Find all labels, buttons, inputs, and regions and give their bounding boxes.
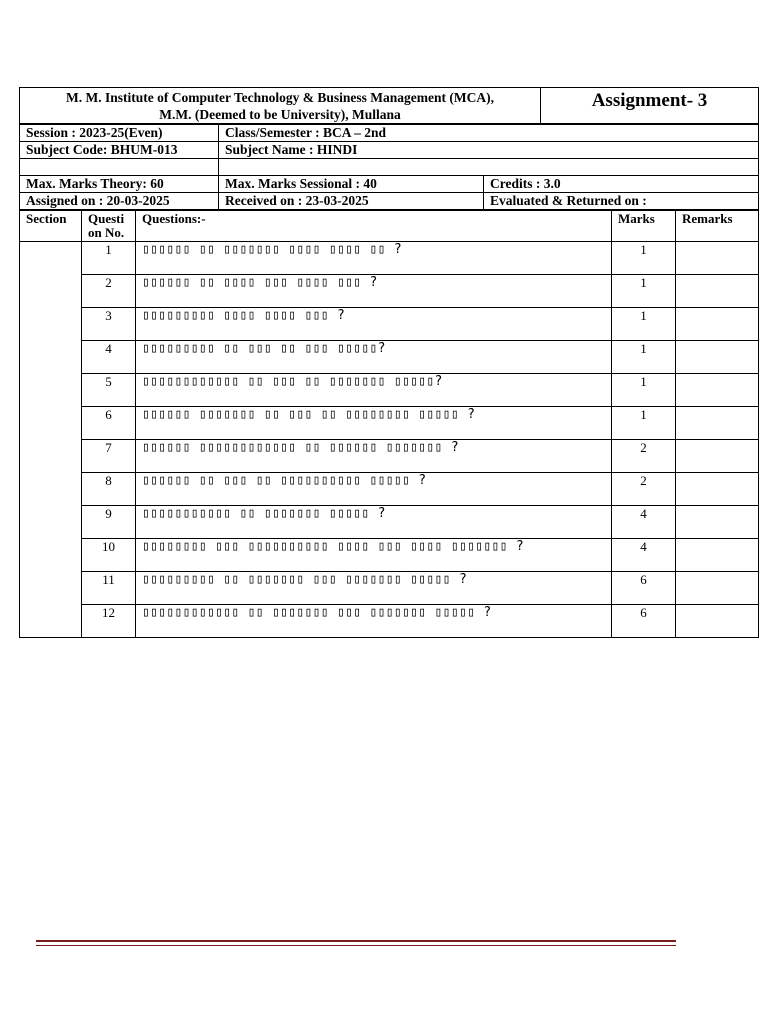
table-row (20, 407, 759, 440)
table-row (20, 275, 759, 308)
subject-code: Subject Code: BHUM-013 (20, 142, 219, 159)
received-on: Received on : 23-03-2025 (219, 193, 484, 210)
table-row (20, 572, 759, 605)
col-section: Section (20, 211, 82, 242)
table-row (20, 242, 759, 275)
table-row (20, 473, 759, 506)
question-number: 10 (82, 539, 136, 572)
question-marks: 1 (612, 242, 676, 275)
institute-line-2: M.M. (Deemed to be University), Mullana (159, 107, 401, 122)
question-remarks (676, 308, 759, 341)
question-text: ▯▯▯▯▯▯▯▯▯▯▯▯ ▯▯ ▯▯▯▯▯▯▯ ▯▯▯ ▯▯▯▯▯▯▯ ▯▯▯▯▯ ? (136, 605, 612, 638)
session: Session : 2023-25(Even) (20, 125, 219, 142)
class-semester: Class/Semester : BCA – 2nd (219, 125, 759, 142)
question-text: ▯▯▯▯▯▯ ▯▯ ▯▯▯▯▯▯▯ ▯▯▯▯ ▯▯▯▯ ▯▯ ? (136, 242, 612, 275)
subject-name: Subject Name : HINDI (219, 142, 759, 159)
question-marks: 2 (612, 440, 676, 473)
question-number: 12 (82, 605, 136, 638)
question-remarks (676, 440, 759, 473)
section-cell (20, 242, 82, 638)
footer-divider (36, 940, 676, 946)
question-marks: 1 (612, 275, 676, 308)
table-row (20, 506, 759, 539)
question-text: ▯▯▯▯▯▯▯▯▯▯▯▯ ▯▯ ▯▯▯ ▯▯ ▯▯▯▯▯▯▯ ▯▯▯▯▯? (136, 374, 612, 407)
col-question-no-line2: on No. (88, 225, 125, 240)
question-text: ▯▯▯▯▯▯ ▯▯▯▯▯▯▯▯▯▯▯▯ ▯▯ ▯▯▯▯▯▯ ▯▯▯▯▯▯▯ ? (136, 440, 612, 473)
question-number: 3 (82, 308, 136, 341)
question-number: 6 (82, 407, 136, 440)
question-text: ▯▯▯▯▯▯ ▯▯ ▯▯▯ ▯▯ ▯▯▯▯▯▯▯▯▯▯ ▯▯▯▯▯ ? (136, 473, 612, 506)
blank-cell (219, 159, 759, 176)
question-number: 9 (82, 506, 136, 539)
question-number: 4 (82, 341, 136, 374)
max-marks-theory: Max. Marks Theory: 60 (20, 176, 219, 193)
questions-body (20, 242, 759, 638)
assignment-title: Assignment- 3 (541, 88, 759, 124)
col-question-no (82, 211, 136, 242)
question-marks: 6 (612, 605, 676, 638)
assigned-on: Assigned on : 20-03-2025 (20, 193, 219, 210)
max-marks-sessional: Max. Marks Sessional : 40 (219, 176, 484, 193)
question-remarks (676, 374, 759, 407)
question-remarks (676, 539, 759, 572)
question-number: 8 (82, 473, 136, 506)
question-text: ▯▯▯▯▯▯▯▯▯ ▯▯▯▯ ▯▯▯▯ ▯▯▯ ? (136, 308, 612, 341)
table-row (20, 440, 759, 473)
question-remarks (676, 407, 759, 440)
institute-name (20, 88, 541, 124)
info-table (19, 124, 759, 210)
question-number: 1 (82, 242, 136, 275)
question-remarks (676, 473, 759, 506)
question-number: 7 (82, 440, 136, 473)
question-marks: 2 (612, 473, 676, 506)
question-text: ▯▯▯▯▯▯▯▯▯▯▯ ▯▯ ▯▯▯▯▯▯▯ ▯▯▯▯▯ ? (136, 506, 612, 539)
table-row (20, 539, 759, 572)
table-row (20, 308, 759, 341)
question-marks: 1 (612, 308, 676, 341)
question-text: ▯▯▯▯▯▯▯▯▯ ▯▯ ▯▯▯▯▯▯▯ ▯▯▯ ▯▯▯▯▯▯▯ ▯▯▯▯▯ ? (136, 572, 612, 605)
table-row (20, 341, 759, 374)
col-question-no-line1: Questi (88, 211, 125, 226)
header-table (19, 87, 759, 124)
col-remarks: Remarks (676, 211, 759, 242)
evaluated-returned-on: Evaluated & Returned on : (484, 193, 759, 210)
question-remarks (676, 605, 759, 638)
question-number: 11 (82, 572, 136, 605)
question-text: ▯▯▯▯▯▯ ▯▯ ▯▯▯▯ ▯▯▯ ▯▯▯▯ ▯▯▯ ? (136, 275, 612, 308)
col-marks: Marks (612, 211, 676, 242)
question-text: ▯▯▯▯▯▯ ▯▯▯▯▯▯▯ ▯▯ ▯▯▯ ▯▯ ▯▯▯▯▯▯▯▯ ▯▯▯▯▯ ? (136, 407, 612, 440)
credits: Credits : 3.0 (484, 176, 759, 193)
blank-cell (20, 159, 219, 176)
question-text: ▯▯▯▯▯▯▯▯ ▯▯▯ ▯▯▯▯▯▯▯▯▯▯ ▯▯▯▯ ▯▯▯ ▯▯▯▯ ▯▯▯▯▯▯▯ ? (136, 539, 612, 572)
institute-line-1: M. M. Institute of Computer Technology & Business Management (MCA), (66, 90, 494, 105)
question-remarks (676, 572, 759, 605)
question-remarks (676, 242, 759, 275)
questions-table (19, 210, 759, 638)
question-remarks (676, 341, 759, 374)
question-marks: 4 (612, 506, 676, 539)
question-number: 5 (82, 374, 136, 407)
question-marks: 1 (612, 374, 676, 407)
assignment-document (19, 87, 758, 638)
table-row (20, 605, 759, 638)
question-marks: 1 (612, 407, 676, 440)
question-remarks (676, 506, 759, 539)
question-marks: 1 (612, 341, 676, 374)
question-marks: 6 (612, 572, 676, 605)
question-text: ▯▯▯▯▯▯▯▯▯ ▯▯ ▯▯▯ ▯▯ ▯▯▯ ▯▯▯▯▯? (136, 341, 612, 374)
table-row (20, 374, 759, 407)
question-remarks (676, 275, 759, 308)
questions-header-row (20, 211, 759, 242)
question-number: 2 (82, 275, 136, 308)
col-questions: Questions:- (136, 211, 612, 242)
question-marks: 4 (612, 539, 676, 572)
